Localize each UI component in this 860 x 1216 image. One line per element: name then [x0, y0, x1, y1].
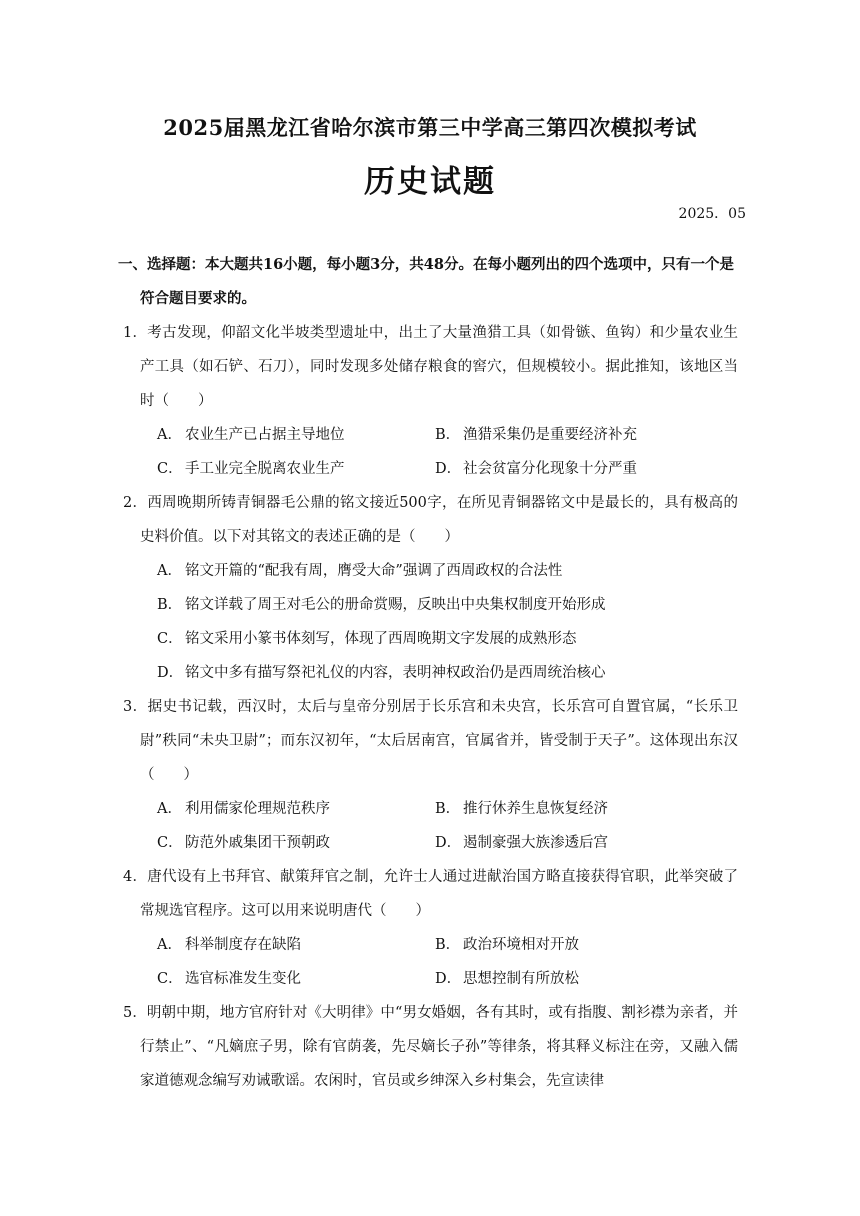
option-a: A． 铭文开篇的“配我有周，膺受大命”强调了西周政权的合法性: [157, 563, 563, 579]
option-a: A． 科举制度存在缺陷: [157, 937, 301, 953]
option-c: C． 铭文采用小篆书体刻写，体现了西周晚期文字发展的成熟形态: [157, 631, 577, 647]
question-5: [110, 996, 738, 1098]
section-heading: 一、选择题：本大题共16小题，每小题3分，共48分。在每小题列出的四个选项中，只有一个是符合题目要求的。: [118, 256, 734, 307]
question-2: [110, 486, 738, 554]
question-stem: 西周晚期所铸青铜器毛公鼎的铭文接近500字，在所见青铜器铭文中是最长的，具有极高的史料价值。以下对其铭文的表述正确的是（ ）: [140, 495, 738, 545]
option-d: D． 思想控制有所放松: [435, 971, 579, 987]
question-3-options: [118, 792, 738, 860]
question-number: 2．: [123, 495, 148, 511]
question-4: [110, 860, 738, 928]
question-stem: 据史书记载，西汉时，太后与皇帝分别居于长乐宫和未央宫，长乐宫可自置官属，“长乐卫尉”秩同“未央卫尉”；而东汉初年，“太后居南宫，官属省并，皆受制于天子”。这体现出东汉（ ）: [140, 699, 738, 783]
question-3: [110, 690, 738, 792]
question-stem: 明朝中期，地方官府针对《大明律》中“男女婚姻，各有其时，或有指腹、割衫襟为亲者，并行禁止”、“凡嫡庶子男，除有官荫袭，先尽嫡长子孙”等律条，将其释义标注在旁，又融入儒家道德观念编写劝诫歌谣。农闲时，官员或乡绅深入乡村集会，先宣读律: [140, 1005, 738, 1089]
question-number: 5．: [123, 1005, 147, 1021]
option-d: D． 铭文中多有描写祭祀礼仪的内容，表明神权政治仍是西周统治核心: [157, 665, 606, 681]
exam-date: 2025．05: [678, 206, 746, 222]
exam-content: [118, 248, 738, 1098]
option-b: B． 铭文详载了周王对毛公的册命赏赐，反映出中央集权制度开始形成: [157, 597, 606, 613]
option-d: D． 社会贫富分化现象十分严重: [435, 461, 637, 477]
option-b: B． 政治环境相对开放: [435, 937, 579, 953]
question-number: 4．: [123, 869, 148, 885]
question-number: 1．: [123, 325, 148, 341]
option-c: C． 选官标准发生变化: [157, 971, 301, 987]
question-2-options: [118, 554, 738, 690]
question-1: [110, 316, 738, 418]
question-stem: 唐代设有上书拜官、献策拜官之制，允许士人通过进献治国方略直接获得官职，此举突破了常规选官程序。这可以用来说明唐代（ ）: [140, 869, 738, 919]
option-a: A． 农业生产已占据主导地位: [157, 427, 345, 443]
question-number: 3．: [123, 699, 148, 715]
option-b: B． 推行休养生息恢复经济: [435, 801, 608, 817]
exam-title: 2025届黑龙江省哈尔滨市第三中学高三第四次模拟考试: [163, 115, 697, 140]
subject-title: 历史试题: [364, 164, 496, 200]
question-stem: 考古发现，仰韶文化半坡类型遗址中，出土了大量渔猎工具（如骨镞、鱼钩）和少量农业生产工具（如石铲、石刀），同时发现多处储存粮食的窖穴，但规模较小。据此推知，该地区当时（ ）: [140, 325, 738, 409]
option-b: B． 渔猎采集仍是重要经济补充: [435, 427, 637, 443]
question-1-options: [118, 418, 738, 486]
question-4-options: [118, 928, 738, 996]
option-d: D． 遏制豪强大族渗透后宫: [435, 835, 608, 851]
option-c: C． 手工业完全脱离农业生产: [157, 461, 345, 477]
option-c: C． 防范外戚集团干预朝政: [157, 835, 330, 851]
option-a: A． 利用儒家伦理规范秩序: [157, 801, 330, 817]
